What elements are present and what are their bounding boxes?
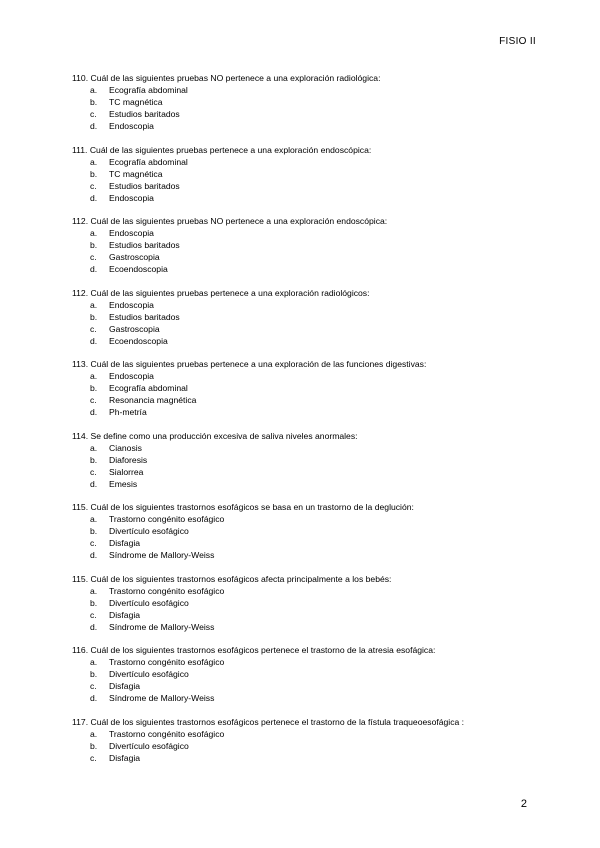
question-heading xyxy=(72,72,542,84)
page-number: 2 xyxy=(520,798,527,810)
question-item xyxy=(72,716,542,764)
option-letter: d. xyxy=(90,264,98,274)
option-item xyxy=(72,656,542,668)
option-item xyxy=(72,156,542,168)
question-heading xyxy=(72,287,542,299)
option-text: Disfagia xyxy=(109,681,141,691)
option-text: Síndrome de Mallory-Weiss xyxy=(109,550,215,560)
option-letter: c. xyxy=(90,609,97,620)
option-item xyxy=(72,263,542,275)
option-letter: c. xyxy=(90,395,97,405)
option-item xyxy=(72,692,542,704)
option-letter: c. xyxy=(90,681,97,691)
option-text: Trastorno congénito esofágico xyxy=(109,657,225,667)
option-text: Emesis xyxy=(109,478,138,489)
option-letter: b. xyxy=(90,740,98,751)
option-letter: a. xyxy=(90,299,98,310)
option-text: Estudios baritados xyxy=(109,180,180,191)
option-letter: a. xyxy=(90,371,98,381)
question-item xyxy=(72,644,542,704)
question-item xyxy=(72,72,542,132)
option-item xyxy=(72,668,542,680)
option-text: Estudios baritados xyxy=(109,311,180,322)
option-item xyxy=(72,120,542,132)
question-number: 117. xyxy=(72,716,89,727)
option-text: Ecoendoscopia xyxy=(109,335,168,346)
option-letter: d. xyxy=(90,693,98,703)
option-list xyxy=(72,370,542,418)
option-text: Ecografía abdominal xyxy=(109,156,188,167)
option-letter: c. xyxy=(90,109,97,119)
option-letter: a. xyxy=(90,728,98,739)
option-item xyxy=(72,513,542,525)
option-item xyxy=(72,370,542,382)
option-list xyxy=(72,513,542,561)
question-item xyxy=(72,430,542,490)
option-item xyxy=(72,537,542,549)
option-text: Disfagia xyxy=(109,538,141,548)
question-number: 116. xyxy=(72,645,89,655)
option-letter: a. xyxy=(90,442,98,453)
option-text: Trastorno congénito esofágico xyxy=(109,728,225,739)
question-number: 114. xyxy=(72,430,89,441)
option-letter: a. xyxy=(90,514,98,524)
option-item xyxy=(72,549,542,561)
question-item xyxy=(72,144,542,204)
option-letter: b. xyxy=(90,526,98,536)
option-letter: b. xyxy=(90,168,98,179)
option-item xyxy=(72,108,542,120)
option-item xyxy=(72,335,542,347)
option-text: Endoscopia xyxy=(109,192,154,203)
question-item xyxy=(72,501,542,561)
question-text: Cuál de las siguientes pruebas NO pertenece a una exploración endoscópica: xyxy=(90,216,388,226)
option-text: Endoscopia xyxy=(109,121,154,131)
option-letter: c. xyxy=(90,323,97,334)
option-item xyxy=(72,621,542,633)
option-text: Endoscopia xyxy=(109,371,154,381)
option-text: Resonancia magnética xyxy=(109,395,197,405)
option-item xyxy=(72,382,542,394)
question-text: Cuál de las siguientes pruebas NO pertenece a una exploración radiológica: xyxy=(90,73,381,83)
option-text: Gastroscopia xyxy=(109,323,160,334)
option-item xyxy=(72,168,542,180)
option-letter: d. xyxy=(90,550,98,560)
option-text: Endoscopia xyxy=(109,299,154,310)
option-letter: b. xyxy=(90,97,98,107)
option-text: Divertículo esofágico xyxy=(109,526,189,536)
option-text: Ph-metría xyxy=(109,407,147,417)
option-letter: d. xyxy=(90,121,98,131)
option-text: Endoscopia xyxy=(109,228,154,238)
option-text: Divertículo esofágico xyxy=(109,597,189,608)
option-letter: d. xyxy=(90,621,98,632)
option-list xyxy=(72,227,542,275)
question-text: Cuál de los siguientes trastornos esofágicos afecta principalmente a los bebés: xyxy=(90,573,392,584)
option-item xyxy=(72,728,542,740)
option-item xyxy=(72,478,542,490)
option-list xyxy=(72,728,542,764)
option-item xyxy=(72,84,542,96)
question-heading xyxy=(72,644,542,656)
option-text: Síndrome de Mallory-Weiss xyxy=(109,621,215,632)
question-item xyxy=(72,573,542,633)
option-item xyxy=(72,192,542,204)
question-text: Cuál de las siguientes pruebas pertenece a una exploración de las funciones digestivas: xyxy=(90,359,427,369)
option-letter: a. xyxy=(90,657,98,667)
option-item xyxy=(72,251,542,263)
question-number: 115. xyxy=(72,502,89,512)
question-heading xyxy=(72,144,542,156)
option-text: Sialorrea xyxy=(109,466,144,477)
question-text: Cuál de los siguientes trastornos esofágicos pertenece el trastorno de la fístula traqueoesofágica : xyxy=(90,716,465,727)
option-letter: b. xyxy=(90,669,98,679)
option-item xyxy=(72,96,542,108)
page-header-title: FISIO II xyxy=(499,36,536,47)
option-text: Cianosis xyxy=(109,442,142,453)
question-list xyxy=(72,72,542,775)
question-number: 115. xyxy=(72,573,89,584)
option-letter: b. xyxy=(90,597,98,608)
question-text: Cuál de los siguientes trastornos esofágicos pertenece el trastorno de la atresia esofágica: xyxy=(90,645,436,655)
option-item xyxy=(72,323,542,335)
option-text: Diaforesis xyxy=(109,454,148,465)
option-list xyxy=(72,585,542,633)
option-text: Ecoendoscopia xyxy=(109,264,168,274)
option-letter: c. xyxy=(90,538,97,548)
option-letter: b. xyxy=(90,240,98,250)
question-item xyxy=(72,287,542,347)
option-item xyxy=(72,585,542,597)
option-item xyxy=(72,299,542,311)
option-item xyxy=(72,752,542,764)
option-text: Ecografía abdominal xyxy=(109,383,188,393)
question-heading xyxy=(72,215,542,227)
option-list xyxy=(72,84,542,132)
option-letter: c. xyxy=(90,466,97,477)
option-letter: d. xyxy=(90,192,98,203)
option-letter: a. xyxy=(90,228,98,238)
question-text: Cuál de las siguientes pruebas pertenece a una exploración radiológicos: xyxy=(90,287,370,298)
option-item xyxy=(72,311,542,323)
option-item xyxy=(72,180,542,192)
question-item xyxy=(72,215,542,275)
option-item xyxy=(72,597,542,609)
option-item xyxy=(72,227,542,239)
option-letter: b. xyxy=(90,454,98,465)
option-text: Síndrome de Mallory-Weiss xyxy=(109,693,215,703)
option-item xyxy=(72,525,542,537)
option-text: Ecografía abdominal xyxy=(109,85,188,95)
option-letter: a. xyxy=(90,85,98,95)
question-text: Cuál de los siguientes trastornos esofágicos se basa en un trastorno de la deglución: xyxy=(90,502,414,512)
option-list xyxy=(72,442,542,490)
option-item xyxy=(72,406,542,418)
question-number: 112. xyxy=(72,287,89,298)
question-number: 110. xyxy=(72,73,89,83)
option-list xyxy=(72,299,542,347)
option-item xyxy=(72,454,542,466)
option-text: Estudios baritados xyxy=(109,240,180,250)
option-letter: d. xyxy=(90,407,98,417)
question-heading xyxy=(72,716,542,728)
option-letter: c. xyxy=(90,752,97,763)
option-text: Divertículo esofágico xyxy=(109,740,189,751)
option-letter: c. xyxy=(90,180,97,191)
question-heading xyxy=(72,501,542,513)
question-text: Se define como una producción excesiva de saliva niveles anormales: xyxy=(90,430,358,441)
option-list xyxy=(72,156,542,204)
option-item xyxy=(72,740,542,752)
option-text: Estudios baritados xyxy=(109,109,180,119)
option-text: Trastorno congénito esofágico xyxy=(109,514,225,524)
option-letter: b. xyxy=(90,383,98,393)
question-number: 111. xyxy=(72,144,88,155)
option-item xyxy=(72,680,542,692)
option-text: Divertículo esofágico xyxy=(109,669,189,679)
option-letter: a. xyxy=(90,156,98,167)
option-text: Gastroscopia xyxy=(109,252,160,262)
question-heading xyxy=(72,573,542,585)
option-list xyxy=(72,656,542,704)
option-item xyxy=(72,239,542,251)
option-text: TC magnética xyxy=(109,97,163,107)
option-letter: d. xyxy=(90,478,98,489)
option-item xyxy=(72,609,542,621)
question-heading xyxy=(72,430,542,442)
option-letter: a. xyxy=(90,585,98,596)
question-text: Cuál de las siguientes pruebas pertenece a una exploración endoscópica: xyxy=(89,144,372,155)
option-item xyxy=(72,466,542,478)
question-number: 113. xyxy=(72,359,89,369)
option-letter: b. xyxy=(90,311,98,322)
option-text: Disfagia xyxy=(109,752,141,763)
question-number: 112. xyxy=(72,216,89,226)
option-item xyxy=(72,442,542,454)
question-heading xyxy=(72,358,542,370)
option-text: Trastorno congénito esofágico xyxy=(109,585,225,596)
option-item xyxy=(72,394,542,406)
option-text: Disfagia xyxy=(109,609,141,620)
option-letter: d. xyxy=(90,335,98,346)
question-item xyxy=(72,358,542,418)
option-letter: c. xyxy=(90,252,97,262)
option-text: TC magnética xyxy=(109,168,163,179)
